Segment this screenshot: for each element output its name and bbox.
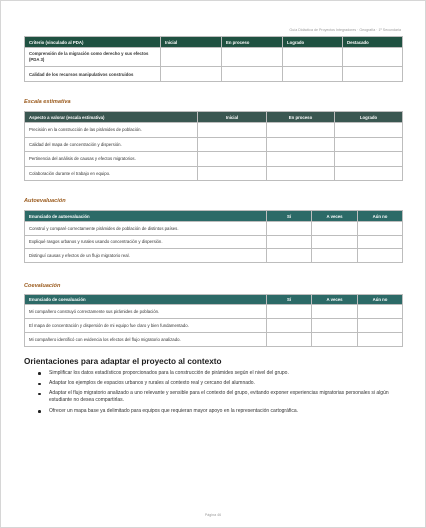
scale-col-aspect: Aspecto a valorar (escala estimativa) — [25, 112, 198, 123]
peer-col-statement: Enunciado de coevaluación — [25, 295, 267, 305]
peer-statement: Mi compañero construyó correctamente sus pirámides de población. — [25, 305, 267, 319]
bullet-icon — [38, 372, 41, 375]
table-row — [25, 305, 403, 319]
table-row — [25, 249, 403, 263]
rubric-cell[interactable] — [283, 48, 343, 67]
bullet-icon — [38, 410, 41, 413]
self-cell[interactable] — [358, 235, 403, 249]
section-title-self: Autoevaluación — [24, 198, 66, 204]
peer-col-yes: Sí — [267, 295, 312, 305]
list-item-text: Adaptar el flujo migratorio analizado a uno relevante y sensible para el contexto del grupo, evitando exponer experiencias migratorias personales si algún estudiante no desea compartirlas. — [49, 390, 389, 404]
scale-cell[interactable] — [198, 166, 267, 181]
self-col-not-yet: Aún no — [358, 211, 403, 222]
table-row — [25, 166, 403, 181]
rubric-cell[interactable] — [283, 67, 343, 82]
rubric-criterion: Comprensión de la migración como derecho y sus efectos (PDA 3) — [25, 48, 161, 67]
scale-cell[interactable] — [335, 152, 403, 167]
bullet-icon — [38, 393, 41, 396]
list-item — [38, 408, 402, 415]
peer-statement: El mapa de concentración y dispersión de mi equipo fue claro y bien fundamentado. — [25, 319, 267, 333]
peer-assessment-table — [24, 294, 403, 347]
scale-cell[interactable] — [335, 166, 403, 181]
self-statement: Expliqué rasgos urbanos y rurales usando concentración y dispersión. — [25, 235, 267, 249]
scale-table — [24, 111, 403, 181]
rubric-criterion: Calidad de los recursos manipulativos construidos — [25, 67, 161, 82]
bullet-icon — [38, 383, 41, 386]
rubric-cell[interactable] — [222, 67, 283, 82]
table-row — [25, 222, 403, 236]
section-title-scale: Escala estimativa — [24, 99, 71, 105]
scale-cell[interactable] — [335, 137, 403, 152]
self-col-sometimes: A veces — [312, 211, 358, 222]
scale-header-row — [25, 112, 403, 123]
running-header: Guía Didáctica de Proyectos Integradores · Geografía · 1º Secundaria — [289, 28, 401, 32]
self-statement: Construí y comparé correctamente pirámides de población de distintos países. — [25, 222, 267, 236]
scale-cell[interactable] — [267, 152, 335, 167]
self-assessment-table — [24, 210, 403, 263]
table-row — [25, 333, 403, 347]
peer-cell[interactable] — [358, 305, 403, 319]
rubric-cell[interactable] — [222, 48, 283, 67]
self-cell[interactable] — [267, 235, 312, 249]
self-cell[interactable] — [312, 249, 358, 263]
self-statement: Distinguí causas y efectos de un flujo migratorio real. — [25, 249, 267, 263]
scale-aspect: Precisión en la construcción de las pirámides de población. — [25, 123, 198, 138]
scale-aspect: Calidad del mapa de concentración y dispersión. — [25, 137, 198, 152]
scale-cell[interactable] — [267, 137, 335, 152]
peer-header-row — [25, 295, 403, 305]
rubric-cell[interactable] — [343, 67, 403, 82]
self-cell[interactable] — [358, 249, 403, 263]
peer-cell[interactable] — [312, 333, 358, 347]
self-cell[interactable] — [312, 235, 358, 249]
self-cell[interactable] — [358, 222, 403, 236]
rubric-col-criterion: Criterio (vinculado al PDA) — [25, 37, 161, 48]
peer-statement: Mi compañero identificó con evidencia los efectos del flujo migratorio analizado. — [25, 333, 267, 347]
self-cell[interactable] — [312, 222, 358, 236]
rubric-col-achieved: Logrado — [283, 37, 343, 48]
page-number: Página 46 — [204, 513, 222, 517]
rubric-cell[interactable] — [343, 48, 403, 67]
section-title-peer: Coevaluación — [24, 283, 61, 289]
peer-cell[interactable] — [358, 333, 403, 347]
peer-cell[interactable] — [267, 305, 312, 319]
orientations-heading: Orientaciones para adaptar el proyecto al contexto — [24, 357, 222, 366]
table-row — [25, 235, 403, 249]
list-item — [38, 370, 402, 377]
scale-col-initial: Inicial — [198, 112, 267, 123]
self-cell[interactable] — [267, 222, 312, 236]
peer-cell[interactable] — [358, 319, 403, 333]
scale-aspect: Pertinencia del análisis de causas y efectos migratorios. — [25, 152, 198, 167]
rubric-header-row — [25, 37, 403, 48]
scale-col-in-progress: En proceso — [267, 112, 335, 123]
self-col-yes: Sí — [267, 211, 312, 222]
rubric-col-initial: Inicial — [161, 37, 222, 48]
scale-cell[interactable] — [267, 123, 335, 138]
scale-cell[interactable] — [198, 137, 267, 152]
rubric-col-outstanding: Destacado — [343, 37, 403, 48]
scale-cell[interactable] — [335, 123, 403, 138]
table-row — [25, 137, 403, 152]
list-item — [38, 390, 402, 404]
peer-cell[interactable] — [312, 319, 358, 333]
orientations-list — [38, 370, 402, 418]
scale-cell[interactable] — [267, 166, 335, 181]
peer-cell[interactable] — [267, 319, 312, 333]
peer-col-not-yet: Aún no — [358, 295, 403, 305]
scale-cell[interactable] — [198, 152, 267, 167]
scale-cell[interactable] — [198, 123, 267, 138]
list-item-text: Simplificar los datos estadísticos proporcionados para la construcción de pirámides según el nivel del grupo. — [49, 370, 289, 376]
table-row — [25, 67, 403, 82]
rubric-col-in-progress: En proceso — [222, 37, 283, 48]
peer-cell[interactable] — [312, 305, 358, 319]
table-row — [25, 319, 403, 333]
list-item-text: Adaptar los ejemplos de espacios urbanos y rurales al contexto real y cercano del alumnado. — [49, 380, 255, 387]
self-header-row — [25, 211, 403, 222]
list-item — [38, 380, 402, 387]
list-item-text: Ofrecer un mapa base ya delimitado para equipos que requieran mayor apoyo en la representación cartográfica. — [49, 407, 299, 414]
table-row — [25, 123, 403, 138]
rubric-cell[interactable] — [161, 48, 222, 67]
peer-cell[interactable] — [267, 333, 312, 347]
rubric-table — [24, 36, 403, 82]
self-cell[interactable] — [267, 249, 312, 263]
self-col-statement: Enunciado de autoevaluación — [25, 211, 267, 222]
scale-aspect: Colaboración durante el trabajo en equipo. — [25, 166, 198, 181]
table-row — [25, 48, 403, 67]
scale-col-achieved: Logrado — [335, 112, 403, 123]
rubric-cell[interactable] — [161, 67, 222, 82]
peer-col-sometimes: A veces — [312, 295, 358, 305]
table-row — [25, 152, 403, 167]
